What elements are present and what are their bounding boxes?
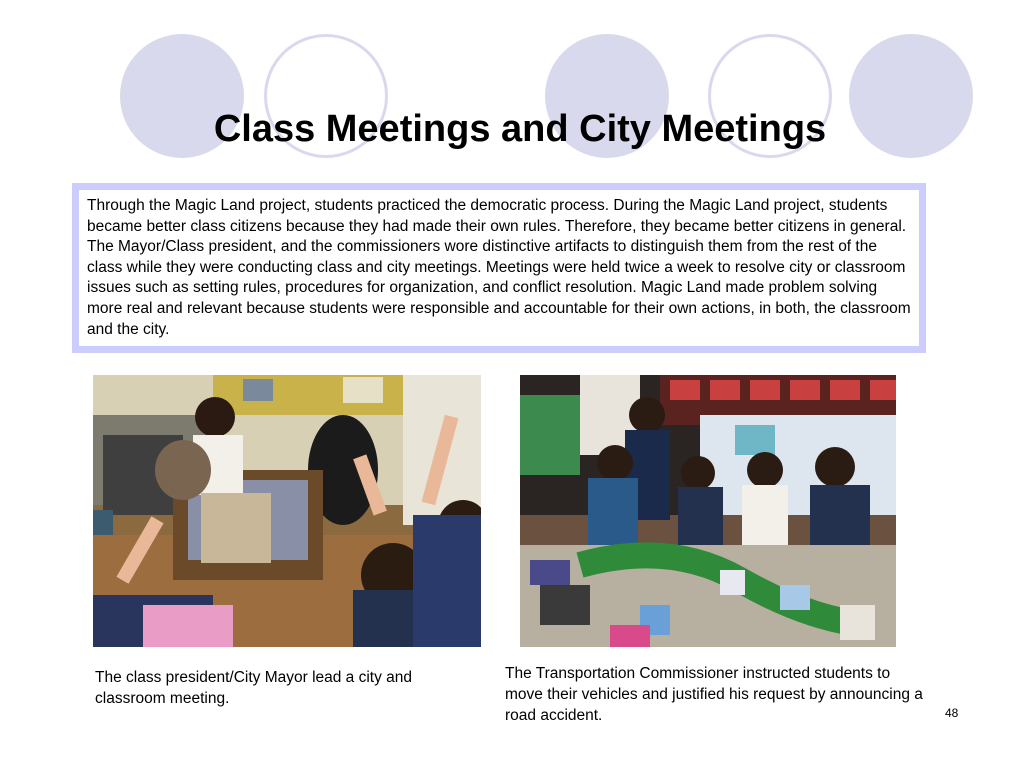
page-number: 48 [945,706,959,720]
body-text: Through the Magic Land project, students practiced the democratic process. During the Magic Land project, students became better class citizens because they had made their own rules. Therefore, they became better citizens in general. The Mayor/Class president, and the commissioners wore distinctive artifacts to distinguish them from the rest of the class while they were conducting class and city meetings. Meetings were held twice a week to resolve city or classroom issues such as setting rules, procedures for organization, and conflict resolution. Magic Land made problem solving more real and relevant because students were responsible and accountable for their own actions, in both, the classroom and the city. [79,190,919,346]
body-text-box [72,183,926,353]
class-meeting-photo [93,375,481,647]
photo-caption-right: The Transportation Commissioner instructed students to move their vehicles and justified his request by announcing a road accident. [505,665,923,724]
city-meeting-photo [520,375,896,647]
slide-title: Class Meetings and City Meetings [213,108,827,150]
photo-caption-left: The class president/City Mayor lead a city and classroom meeting. [95,669,413,707]
